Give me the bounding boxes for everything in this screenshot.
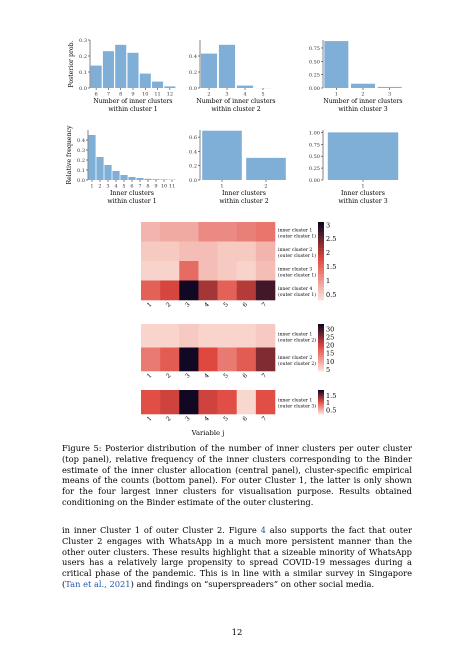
heatmap-cell bbox=[198, 348, 217, 372]
heatmap-cell bbox=[179, 324, 198, 348]
x-axis-label: within cluster 2 bbox=[219, 198, 269, 205]
legend-gradient bbox=[318, 281, 324, 285]
legend-gradient bbox=[318, 353, 324, 355]
x-tick-label: 3 bbox=[106, 183, 110, 190]
y-tick-label: 0.25 bbox=[308, 72, 320, 79]
column-label: 5 bbox=[222, 301, 230, 309]
legend-gradient bbox=[318, 264, 324, 268]
legend-tick-label: 10 bbox=[326, 357, 335, 366]
legend-gradient bbox=[318, 348, 324, 350]
citation-link[interactable]: Tan et al., 2021 bbox=[65, 578, 131, 589]
heatmap-cell bbox=[141, 281, 160, 301]
legend-gradient bbox=[318, 336, 324, 338]
y-tick-label: 0.3 bbox=[79, 38, 87, 44]
heatmap-cell bbox=[198, 281, 217, 301]
heatmap-cell bbox=[237, 261, 256, 281]
y-tick-label: 0.0 bbox=[77, 178, 85, 184]
legend-gradient bbox=[318, 277, 324, 281]
legend-gradient bbox=[318, 332, 324, 334]
x-tick-label: 8 bbox=[119, 91, 123, 98]
x-axis-label: Variable j bbox=[191, 429, 225, 437]
x-axis-label: Number of inner clusters bbox=[196, 98, 276, 105]
column-label: 3 bbox=[183, 415, 192, 423]
heatmap-cell bbox=[198, 390, 217, 414]
body-paragraph bbox=[62, 525, 412, 590]
column-label: 4 bbox=[203, 372, 211, 380]
legend-gradient bbox=[318, 294, 324, 298]
legend-tick-label: 20 bbox=[326, 341, 335, 350]
heatmap-cell bbox=[179, 281, 198, 301]
legend-tick-label: 5 bbox=[326, 365, 331, 374]
legend-gradient bbox=[318, 346, 324, 348]
heatmap-cell bbox=[237, 242, 256, 262]
legend-gradient bbox=[318, 258, 324, 262]
x-tick-label: 7 bbox=[106, 91, 111, 98]
legend-gradient bbox=[318, 351, 324, 353]
legend-gradient bbox=[318, 326, 324, 328]
column-label: 5 bbox=[222, 372, 230, 380]
heatmap-cell bbox=[141, 242, 160, 262]
bar bbox=[127, 53, 138, 88]
bar bbox=[103, 51, 114, 88]
bar bbox=[88, 135, 95, 180]
row-label: (outer cluster 2) bbox=[278, 361, 317, 367]
x-axis-label: within cluster 1 bbox=[107, 198, 157, 205]
x-axis-label: within cluster 2 bbox=[211, 106, 261, 113]
x-tick-label: 10 bbox=[142, 91, 149, 98]
x-axis-label: within cluster 3 bbox=[338, 106, 388, 113]
legend-gradient bbox=[318, 413, 324, 414]
heatmap-cell bbox=[237, 390, 256, 414]
heatmap-cell bbox=[141, 261, 160, 281]
legend-tick-label: 0.5 bbox=[326, 406, 337, 415]
x-tick-label: 1 bbox=[90, 183, 94, 190]
x-tick-label: 3 bbox=[388, 91, 392, 98]
legend-gradient bbox=[318, 251, 324, 255]
heatmap-cell bbox=[218, 324, 237, 348]
x-tick-label: 9 bbox=[131, 91, 135, 98]
heatmap-cell bbox=[218, 281, 237, 301]
bar bbox=[152, 179, 159, 180]
column-label: 4 bbox=[203, 301, 211, 309]
legend-gradient bbox=[318, 284, 324, 288]
y-tick-label: 0.75 bbox=[308, 46, 320, 52]
x-axis-label: Inner clusters bbox=[341, 190, 385, 197]
heatmap-cell bbox=[218, 222, 237, 242]
heatmap-cell bbox=[218, 242, 237, 262]
legend-gradient bbox=[318, 242, 324, 246]
x-tick-label: 1 bbox=[361, 183, 365, 190]
y-tick-label: 0.2 bbox=[79, 54, 87, 60]
figure-caption: Figure 5: Posterior distribution of the number of inner clusters per outer cluster (top panel), relative frequency of the inner clusters corresponding to the Binder estimate of the inner cluster allocation (central panel), cluster-specific empirical means of the counts (bottom panel). For outer Cluster 1, the latter is only shown for the four largest inner clusters for visualisation purpose. Results obtained conditioning on the Binder estimate of the outer clustering. bbox=[62, 443, 412, 507]
x-axis-label: Number of inner clusters bbox=[323, 98, 403, 105]
legend-gradient bbox=[318, 235, 324, 239]
column-label: 1 bbox=[145, 415, 154, 423]
legend-gradient bbox=[318, 367, 324, 369]
legend-gradient bbox=[318, 334, 324, 336]
x-tick-label: 4 bbox=[243, 91, 247, 98]
column-label: 3 bbox=[183, 301, 192, 309]
legend-tick-label: 3 bbox=[326, 221, 331, 230]
x-axis-label: Inner clusters bbox=[222, 190, 266, 197]
x-tick-label: 2 bbox=[361, 91, 365, 98]
heatmap-cell bbox=[256, 222, 275, 242]
y-tick-label: 0.50 bbox=[308, 154, 320, 161]
x-tick-label: 4 bbox=[114, 183, 118, 190]
x-tick-label: 8 bbox=[146, 183, 150, 190]
x-tick-label: 5 bbox=[122, 183, 126, 190]
legend-gradient bbox=[318, 274, 324, 278]
legend-gradient bbox=[318, 271, 324, 275]
legend-tick-label: 2 bbox=[326, 249, 331, 258]
x-tick-label: 11 bbox=[154, 91, 161, 98]
row-label: inner cluster 2 bbox=[278, 247, 313, 253]
legend-gradient bbox=[318, 232, 324, 236]
legend-gradient bbox=[318, 297, 324, 301]
heatmap-cell bbox=[256, 324, 275, 348]
bar bbox=[160, 179, 167, 180]
x-tick-label: 11 bbox=[168, 183, 176, 190]
column-label: 2 bbox=[164, 301, 173, 309]
heatmap-cell bbox=[160, 390, 179, 414]
bar bbox=[237, 86, 253, 88]
row-label: (outer cluster 1) bbox=[278, 273, 317, 279]
y-tick-label: 0.25 bbox=[308, 166, 320, 173]
row-label: (outer cluster 1) bbox=[278, 253, 317, 259]
legend-tick-label: 30 bbox=[326, 325, 335, 334]
x-axis-label: Inner clusters bbox=[110, 190, 154, 197]
row-label: (outer cluster 2) bbox=[278, 338, 317, 344]
legend-gradient bbox=[318, 330, 324, 332]
column-label: 6 bbox=[241, 301, 250, 309]
column-label: 2 bbox=[164, 415, 173, 423]
body-text-part2: also supports the fact that outer Cluster 2 engages with WhatsApp in a much more persistent manner than the other outer clusters. These results highlight that a sizeable minority of WhatsApp users has a relatively large propensity to spread COVID-19 messages during a critical phase of the pandemic. This is in line with a similar survey in Singapore ( bbox=[62, 525, 412, 589]
bar bbox=[324, 41, 348, 88]
heatmap-cell bbox=[179, 242, 198, 262]
bar bbox=[164, 86, 175, 88]
bar bbox=[112, 171, 119, 180]
heatmap-cell bbox=[141, 222, 160, 242]
bar bbox=[351, 84, 375, 88]
heatmap-cell bbox=[237, 348, 256, 372]
y-tick-label: 1.00 bbox=[308, 130, 320, 137]
x-tick-label: 3 bbox=[225, 91, 229, 98]
heatmap-cell bbox=[218, 390, 237, 414]
legend-gradient bbox=[318, 349, 324, 351]
heatmap-cell bbox=[141, 348, 160, 372]
y-tick-label: 0.1 bbox=[79, 70, 87, 76]
heatmap-cell bbox=[198, 222, 217, 242]
legend-tick-label: 1 bbox=[326, 399, 331, 408]
heatmap-cell bbox=[160, 222, 179, 242]
y-tick-label: 0.75 bbox=[308, 142, 320, 149]
legend-gradient bbox=[318, 369, 324, 371]
column-label: 6 bbox=[241, 372, 250, 380]
x-axis-label: within cluster 3 bbox=[338, 198, 388, 205]
y-tick-label: 0.4 bbox=[189, 149, 197, 156]
y-tick-label: 0.6 bbox=[189, 135, 197, 142]
legend-gradient bbox=[318, 245, 324, 249]
column-label: 3 bbox=[183, 372, 192, 380]
bar bbox=[219, 45, 235, 88]
row-label: inner cluster 1 bbox=[278, 228, 313, 234]
legend-tick-label: 1 bbox=[326, 277, 331, 285]
heatmap-cell bbox=[218, 348, 237, 372]
row-label: inner cluster 4 bbox=[278, 286, 313, 292]
legend-gradient bbox=[318, 324, 324, 326]
heatmap-cell bbox=[179, 390, 198, 414]
row-label: inner cluster 1 bbox=[278, 332, 313, 338]
legend-gradient bbox=[318, 268, 324, 272]
y-tick-label: 0.4 bbox=[189, 54, 197, 60]
heatmap-cell bbox=[256, 390, 275, 414]
bar bbox=[128, 177, 135, 180]
column-label: 7 bbox=[260, 301, 269, 309]
y-axis-label: Relative frequency bbox=[66, 125, 73, 185]
row-label: inner cluster 2 bbox=[278, 355, 313, 361]
row-label: (outer cluster 1) bbox=[278, 292, 317, 298]
y-axis-label: Posterior prob. bbox=[68, 40, 75, 88]
row-label: inner cluster 3 bbox=[278, 267, 313, 273]
bar bbox=[378, 87, 402, 88]
bar bbox=[201, 54, 217, 88]
heatmap-cell bbox=[198, 242, 217, 262]
y-tick-label: 0.0 bbox=[189, 86, 197, 92]
x-axis-label: Number of inner clusters bbox=[93, 98, 173, 105]
y-tick-label: 0.4 bbox=[77, 138, 85, 144]
heatmap-cell bbox=[160, 281, 179, 301]
legend-tick-label: 15 bbox=[326, 349, 335, 358]
y-tick-label: 0.3 bbox=[77, 148, 85, 154]
heatmap-cell bbox=[256, 242, 275, 262]
y-tick-label: 0.0 bbox=[79, 86, 87, 92]
bar bbox=[91, 66, 102, 88]
column-label: 7 bbox=[260, 372, 269, 380]
legend-gradient bbox=[318, 225, 324, 229]
legend-tick-label: 2.5 bbox=[326, 235, 337, 244]
x-tick-label: 1 bbox=[334, 91, 338, 98]
column-label: 1 bbox=[145, 301, 154, 309]
bar bbox=[246, 158, 286, 180]
y-tick-label: 0.0 bbox=[189, 178, 197, 184]
legend-gradient bbox=[318, 344, 324, 346]
row-label: (outer cluster 3) bbox=[278, 404, 317, 410]
legend-gradient bbox=[318, 248, 324, 252]
heatmap-cell bbox=[160, 261, 179, 281]
heatmap-cell bbox=[256, 348, 275, 372]
x-tick-label: 2 bbox=[98, 183, 102, 190]
heatmap-cell bbox=[198, 324, 217, 348]
legend-gradient bbox=[318, 290, 324, 294]
heatmap-cell bbox=[141, 390, 160, 414]
y-tick-label: 0.00 bbox=[308, 86, 320, 92]
bar bbox=[115, 45, 126, 88]
heatmap-cell bbox=[179, 348, 198, 372]
x-tick-label: 2 bbox=[207, 91, 211, 98]
legend-gradient bbox=[318, 338, 324, 340]
x-axis-label: within cluster 1 bbox=[108, 106, 158, 113]
heatmap-cell bbox=[179, 261, 198, 281]
bar bbox=[96, 157, 103, 180]
heatmap-cell bbox=[237, 324, 256, 348]
column-label: 6 bbox=[241, 415, 250, 423]
legend-gradient bbox=[318, 342, 324, 344]
x-tick-label: 10 bbox=[160, 183, 168, 190]
legend-gradient bbox=[318, 359, 324, 361]
heatmap-cell bbox=[160, 242, 179, 262]
x-tick-label: 2 bbox=[264, 183, 268, 190]
x-tick-label: 6 bbox=[130, 183, 134, 190]
figure-link[interactable]: 4 bbox=[260, 525, 266, 535]
heatmap-cell bbox=[218, 261, 237, 281]
x-tick-label: 5 bbox=[261, 91, 265, 98]
y-tick-label: 0.2 bbox=[77, 158, 85, 164]
bar bbox=[120, 175, 127, 180]
body-text-part3: ) and findings on “superspreaders” on other social media. bbox=[130, 578, 375, 589]
legend-gradient bbox=[318, 365, 324, 367]
legend-gradient bbox=[318, 287, 324, 291]
legend-tick-label: 1.5 bbox=[326, 392, 337, 401]
y-tick-label: 0.50 bbox=[308, 59, 320, 66]
heatmap-cell bbox=[256, 281, 275, 301]
body-text-part1: in inner Cluster 1 of outer Cluster 2. Figure bbox=[62, 525, 261, 535]
column-label: 1 bbox=[145, 372, 154, 380]
legend-gradient bbox=[318, 328, 324, 330]
heatmap-cell bbox=[160, 348, 179, 372]
bar bbox=[140, 74, 151, 88]
row-label: inner cluster 1 bbox=[278, 398, 313, 404]
y-tick-label: 0.1 bbox=[77, 168, 85, 174]
x-tick-label: 1 bbox=[220, 183, 224, 190]
column-label: 5 bbox=[222, 415, 230, 423]
row-label: (outer cluster 1) bbox=[278, 234, 317, 240]
legend-gradient bbox=[318, 238, 324, 242]
y-tick-label: 0.2 bbox=[189, 70, 197, 76]
x-tick-label: 12 bbox=[166, 91, 174, 98]
heatmap-cell bbox=[256, 261, 275, 281]
legend-gradient bbox=[318, 222, 324, 226]
legend-gradient bbox=[318, 363, 324, 365]
x-tick-label: 6 bbox=[94, 91, 98, 98]
bar bbox=[136, 178, 143, 180]
heatmap-cell bbox=[160, 324, 179, 348]
bar bbox=[202, 131, 242, 180]
legend-gradient bbox=[318, 261, 324, 265]
y-tick-label: 0.2 bbox=[189, 163, 197, 170]
heatmap-cell bbox=[237, 281, 256, 301]
bar bbox=[144, 179, 151, 180]
legend-gradient bbox=[318, 229, 324, 233]
heatmap-cell bbox=[237, 222, 256, 242]
legend-gradient bbox=[318, 255, 324, 259]
heatmap-cell bbox=[141, 324, 160, 348]
column-label: 4 bbox=[203, 415, 211, 423]
bar bbox=[152, 82, 163, 88]
bar bbox=[328, 132, 398, 180]
column-label: 7 bbox=[260, 415, 269, 423]
x-tick-label: 9 bbox=[154, 183, 158, 190]
bar bbox=[104, 165, 111, 180]
legend-tick-label: 0.5 bbox=[326, 290, 337, 299]
legend-tick-label: 1.5 bbox=[326, 263, 337, 272]
legend-gradient bbox=[318, 361, 324, 363]
heatmap-cell bbox=[179, 222, 198, 242]
heatmap-cell bbox=[198, 261, 217, 281]
column-label: 2 bbox=[164, 372, 173, 380]
legend-gradient bbox=[318, 355, 324, 357]
legend-gradient bbox=[318, 357, 324, 359]
legend-tick-label: 25 bbox=[326, 333, 335, 342]
legend-gradient bbox=[318, 340, 324, 342]
page-number: 12 bbox=[231, 628, 243, 638]
x-tick-label: 7 bbox=[138, 183, 142, 190]
y-tick-label: 0.00 bbox=[308, 178, 320, 184]
